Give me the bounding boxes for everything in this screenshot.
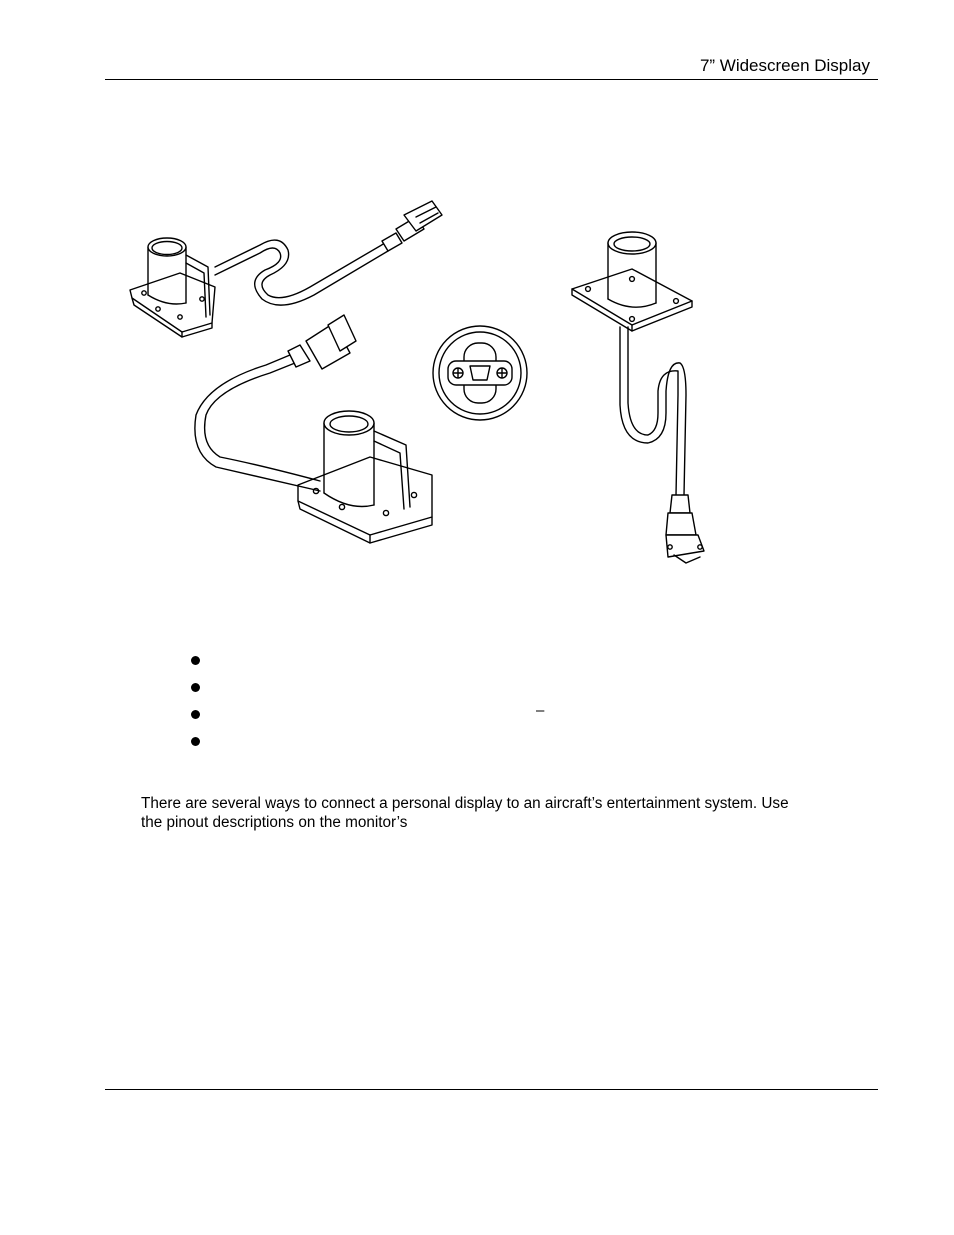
bullet-list: [188, 652, 688, 760]
header-title: 7” Widescreen Display: [699, 56, 870, 75]
bullet-dot: [191, 656, 200, 665]
bullet-item: [188, 733, 688, 760]
body-line-2: the pinout descriptions on the monitor’s: [141, 814, 408, 831]
bullet-dot: [191, 710, 200, 719]
mount-adapter-right: [572, 232, 704, 563]
bullet-dot: [191, 737, 200, 746]
body-line-1: There are several ways to connect a personal display to an aircraft’s entertainment system. Use: [141, 795, 789, 812]
mount-adapter-left: [130, 201, 442, 337]
mount-adapter-center: [195, 315, 432, 543]
mount-adapters-figure: [120, 195, 740, 575]
connector-face-view: [433, 326, 527, 420]
body-paragraph: [141, 794, 876, 832]
bullet-item: [188, 652, 688, 679]
footer-rule: [105, 1089, 878, 1090]
bullet-dot: [191, 683, 200, 692]
header-rule: [105, 79, 878, 80]
bullet-dash: –: [536, 702, 545, 719]
bullet-item: [188, 679, 688, 706]
bullet-item: [188, 702, 688, 733]
